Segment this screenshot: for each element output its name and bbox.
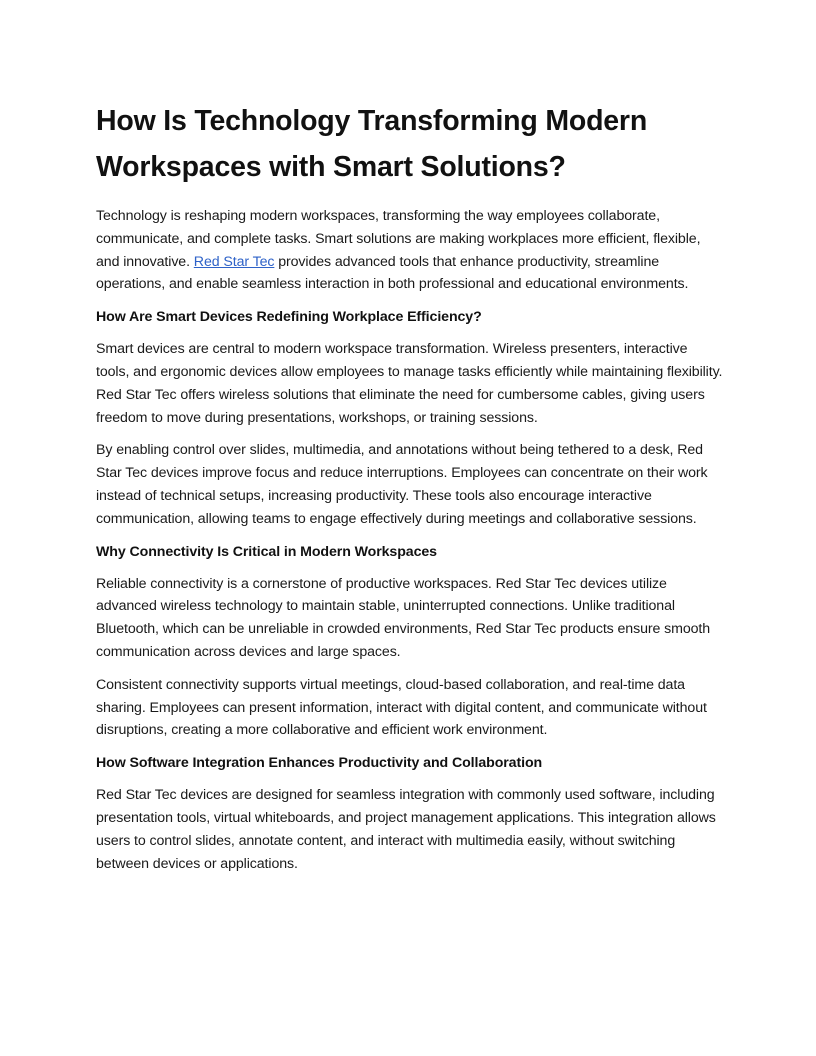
section-heading-connectivity: Why Connectivity Is Critical in Modern Workspaces [96, 543, 437, 560]
section-paragraph: Red Star Tec devices are designed for seamless integration with commonly used software, including presentation tools, virtual whiteboards, and project management applications. This integration allows users to control slides, annotate content, and interact with multimedia easily, without switching between devices or applications. [96, 787, 716, 872]
section-paragraph: Consistent connectivity supports virtual meetings, cloud-based collaboration, and real-time data sharing. Employees can present information, interact with digital content, and communicate without disruptions, creating a more collaborative and efficient work environment. [96, 676, 707, 739]
section-paragraph: Smart devices are central to modern workspace transformation. Wireless presenters, interactive tools, and ergonomic devices allow employees to manage tasks efficiently while maintaining flexibility. Red Star Tec offers wireless solutions that eliminate the need for cumbersome cables, giving users freedom to move during presentations, workshops, or training sessions. [96, 341, 723, 426]
section-paragraph: Reliable connectivity is a cornerstone of productive workspaces. Red Star Tec devices utilize advanced wireless technology to maintain stable, uninterrupted connections. Unlike traditional Bluetooth, which can be unreliable in crowded environments, Red Star Tec products ensure smooth communication across devices and large spaces. [96, 575, 711, 660]
intro-text-after-link: provides advanced tools that enhance productivity, streamline operations, and enable seamless interaction in both professional and educational environments. [96, 253, 689, 293]
intro-paragraph [96, 205, 724, 296]
section-paragraph: By enabling control over slides, multimedia, and annotations without being tethered to a desk, Red Star Tec devices improve focus and reduce interruptions. Employees can concentrate on their work instead of technical setups, increasing productivity. These tools also encourage interactive communication, allowing teams to engage effectively during meetings and collaborative sessions. [96, 442, 708, 527]
section-heading-software-integration: How Software Integration Enhances Productivity and Collaboration [96, 755, 543, 772]
intro-text-before-link: Technology is reshaping modern workspaces, transforming the way employees collaborate, communicate, and complete tasks. Smart solutions are making workplaces more efficient, flexible, and innovative. [96, 208, 701, 270]
section-heading-smart-devices: How Are Smart Devices Redefining Workplace Efficiency? [96, 309, 482, 326]
page-title: How Is Technology Transforming Modern Workspaces with Smart Solutions? [96, 105, 648, 183]
red-star-tec-link[interactable]: Red Star Tec [193, 253, 275, 270]
document-page [96, 98, 724, 885]
